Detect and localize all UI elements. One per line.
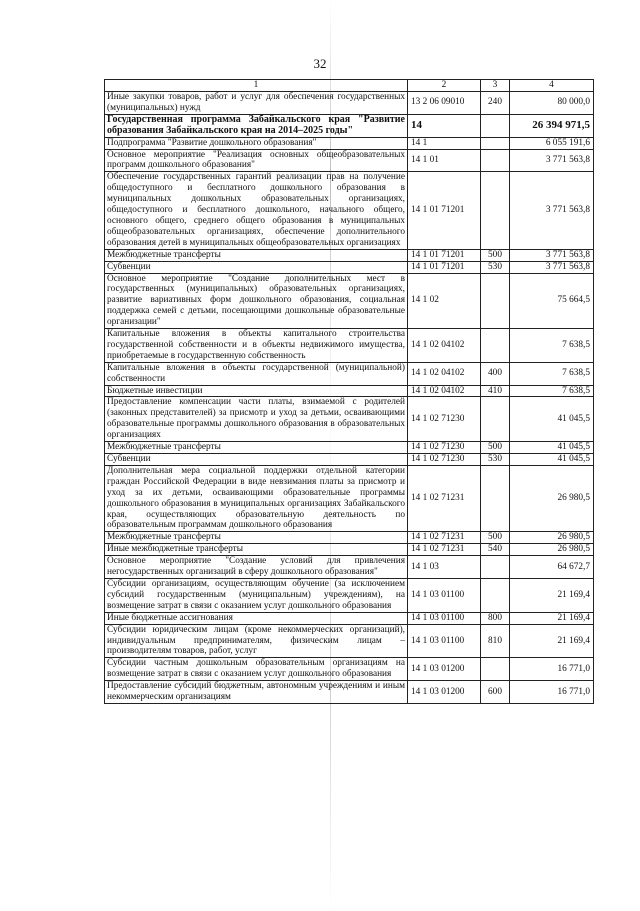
budget-table [104,79,594,704]
row-name: Межбюджетные трансферты [105,442,408,454]
row-amount: 3 771 563,8 [510,249,594,261]
row-name: Обеспечение государственных гарантий реализации прав на получение общедоступного и бесплатного дошкольного образования в муниципальных дошкольных образовательных организациях, общедоступного и бесплатного дошкольного, начального общего, основного общего, среднего общего образования в муниципальных общеобразовательных организациях, обеспечение дополнительного образования детей в муниципальных общеобразовательных организациях [105,172,408,249]
row-name: Субсидии юридическим лицам (кроме некоммерческих организаций), индивидуальным предпринимателям, физическим лицам – производителям товаров, работ, услуг [105,624,408,658]
row-amount: 80 000,0 [510,92,594,115]
row-name: Иные закупки товаров, работ и услуг для обеспечения государственных (муниципальных) нужд [105,92,408,115]
row-expense-type: 530 [481,454,510,466]
row-amount: 41 045,5 [510,454,594,466]
header-col-1: 1 [105,80,408,92]
row-amount: 21 169,4 [510,624,594,658]
table-row [105,362,594,385]
table-row [105,137,594,149]
row-name: Субвенции [105,454,408,466]
row-name: Предоставление субсидий бюджетным, автономным учреждениям и иным некоммерческим организациям [105,681,408,704]
row-name: Иные бюджетные ассигнования [105,612,408,624]
row-name: Дополнительная мера социальной поддержки отдельной категории граждан Российской Федерации в виде невзимания платы за присмотр и уход за их детьми, осваивающими образовательные программы дошкольного образования в муниципальных организациях Забайкальского края, осуществляющих образовательную деятельность по образовательным программам дошкольного образования [105,465,408,531]
row-amount: 6 055 191,6 [510,137,594,149]
row-amount: 16 771,0 [510,681,594,704]
table-row [105,442,594,454]
row-code: 14 1 01 71201 [408,261,481,273]
row-expense-type: 500 [481,442,510,454]
row-code: 14 1 02 71230 [408,442,481,454]
row-expense-type: 500 [481,249,510,261]
row-code: 14 1 01 71201 [408,172,481,249]
table-row [105,92,594,115]
row-expense-type: 530 [481,261,510,273]
table-row [105,385,594,397]
row-amount: 41 045,5 [510,442,594,454]
table-row [105,532,594,544]
row-name: Подпрограмма "Развитие дошкольного образования" [105,137,408,149]
row-name: Субсидии частным дошкольным образовательным организациям на возмещение затрат в связи с оказанием услуг дошкольного образования [105,658,408,681]
table-row [105,612,594,624]
table-row [105,149,594,172]
table-row [105,544,594,556]
row-amount: 41 045,5 [510,397,594,442]
row-code: 14 1 02 04102 [408,362,481,385]
row-code: 14 1 03 01100 [408,612,481,624]
row-name: Межбюджетные трансферты [105,532,408,544]
table-row [105,329,594,363]
row-amount: 3 771 563,8 [510,149,594,172]
row-amount: 26 980,5 [510,532,594,544]
budget-table-container [104,79,594,704]
row-name: Капитальные вложения в объекты государственной (муниципальной) собственности [105,362,408,385]
header-col-2: 2 [408,80,481,92]
row-expense-type: 400 [481,362,510,385]
table-row [105,249,594,261]
row-code: 14 1 02 71231 [408,532,481,544]
row-code: 14 1 02 71231 [408,544,481,556]
row-amount: 75 664,5 [510,273,594,329]
row-code: 13 2 06 09010 [408,92,481,115]
row-name: Основное мероприятие "Создание условий для привлечения негосударственных организаций в сферу дошкольного образования" [105,556,408,579]
row-expense-type: 410 [481,385,510,397]
table-row [105,273,594,329]
row-code: 14 1 03 [408,556,481,579]
row-amount: 7 638,5 [510,329,594,363]
row-name: Межбюджетные трансферты [105,249,408,261]
row-amount: 21 169,4 [510,578,594,612]
row-name: Субсидии организациям, осуществляющим обучение (за исключением субсидий государственным (муниципальным) учреждениям), на возмещение затрат в связи с оказанием услуг дошкольного образования [105,578,408,612]
row-code: 14 1 02 71231 [408,465,481,531]
row-amount: 16 771,0 [510,658,594,681]
row-expense-type: 800 [481,612,510,624]
table-row [105,261,594,273]
row-code: 14 1 02 71230 [408,397,481,442]
row-name: Иные межбюджетные трансферты [105,544,408,556]
table-row [105,465,594,531]
row-code: 14 [408,114,481,137]
row-code: 14 1 03 01100 [408,624,481,658]
row-expense-type [481,273,510,329]
row-code: 14 1 03 01200 [408,681,481,704]
row-code: 14 1 02 04102 [408,329,481,363]
row-amount: 26 980,5 [510,465,594,531]
row-code: 14 1 03 01100 [408,578,481,612]
table-header-row [105,80,594,92]
table-row [105,556,594,579]
row-name: Основное мероприятие "Создание дополнительных мест в государственных (муниципальных) образовательных организациях, развитие вариативных форм дошкольного образования, социальная поддержка семей с детьми, посещающими дошкольные образовательные организации" [105,273,408,329]
row-amount: 26 980,5 [510,544,594,556]
table-row [105,578,594,612]
row-expense-type [481,149,510,172]
table-row [105,624,594,658]
row-expense-type: 500 [481,532,510,544]
row-code: 14 1 01 [408,149,481,172]
row-expense-type [481,329,510,363]
row-expense-type [481,465,510,531]
row-expense-type [481,397,510,442]
row-name: Субвенции [105,261,408,273]
row-name: Основное мероприятие "Реализация основных общеобразовательных программ дошкольного образования" [105,149,408,172]
row-name: Бюджетные инвестиции [105,385,408,397]
table-row [105,681,594,704]
header-col-4: 4 [510,80,594,92]
row-expense-type: 240 [481,92,510,115]
row-amount: 21 169,4 [510,612,594,624]
row-amount: 7 638,5 [510,385,594,397]
row-code: 14 1 02 04102 [408,385,481,397]
row-expense-type [481,658,510,681]
row-name: Государственная программа Забайкальского края "Развитие образования Забайкальского края на 2014–2025 годы" [105,114,408,137]
row-amount: 64 672,7 [510,556,594,579]
table-row [105,397,594,442]
row-code: 14 1 01 71201 [408,249,481,261]
row-amount: 26 394 971,5 [510,114,594,137]
table-row [105,172,594,249]
row-expense-type [481,578,510,612]
row-amount: 3 771 563,8 [510,172,594,249]
row-expense-type: 540 [481,544,510,556]
row-name: Капитальные вложения в объекты капитального строительства государственной собственности и в объекты недвижимого имущества, приобретаемые в государственную собственность [105,329,408,363]
row-code: 14 1 02 [408,273,481,329]
row-amount: 3 771 563,8 [510,261,594,273]
row-expense-type: 810 [481,624,510,658]
row-code: 14 1 03 01200 [408,658,481,681]
header-col-3: 3 [481,80,510,92]
row-code: 14 1 02 71230 [408,454,481,466]
row-expense-type [481,556,510,579]
row-code: 14 1 [408,137,481,149]
row-expense-type [481,114,510,137]
row-amount: 7 638,5 [510,362,594,385]
table-row [105,658,594,681]
row-expense-type [481,172,510,249]
page-number: 32 [313,56,327,71]
row-expense-type: 600 [481,681,510,704]
table-row [105,454,594,466]
table-row [105,114,594,137]
row-name: Предоставление компенсации части платы, взимаемой с родителей (законных представителей) за присмотр и уход за детьми, осваивающими образовательные программы дошкольного образования в образовательных организациях [105,397,408,442]
row-expense-type [481,137,510,149]
